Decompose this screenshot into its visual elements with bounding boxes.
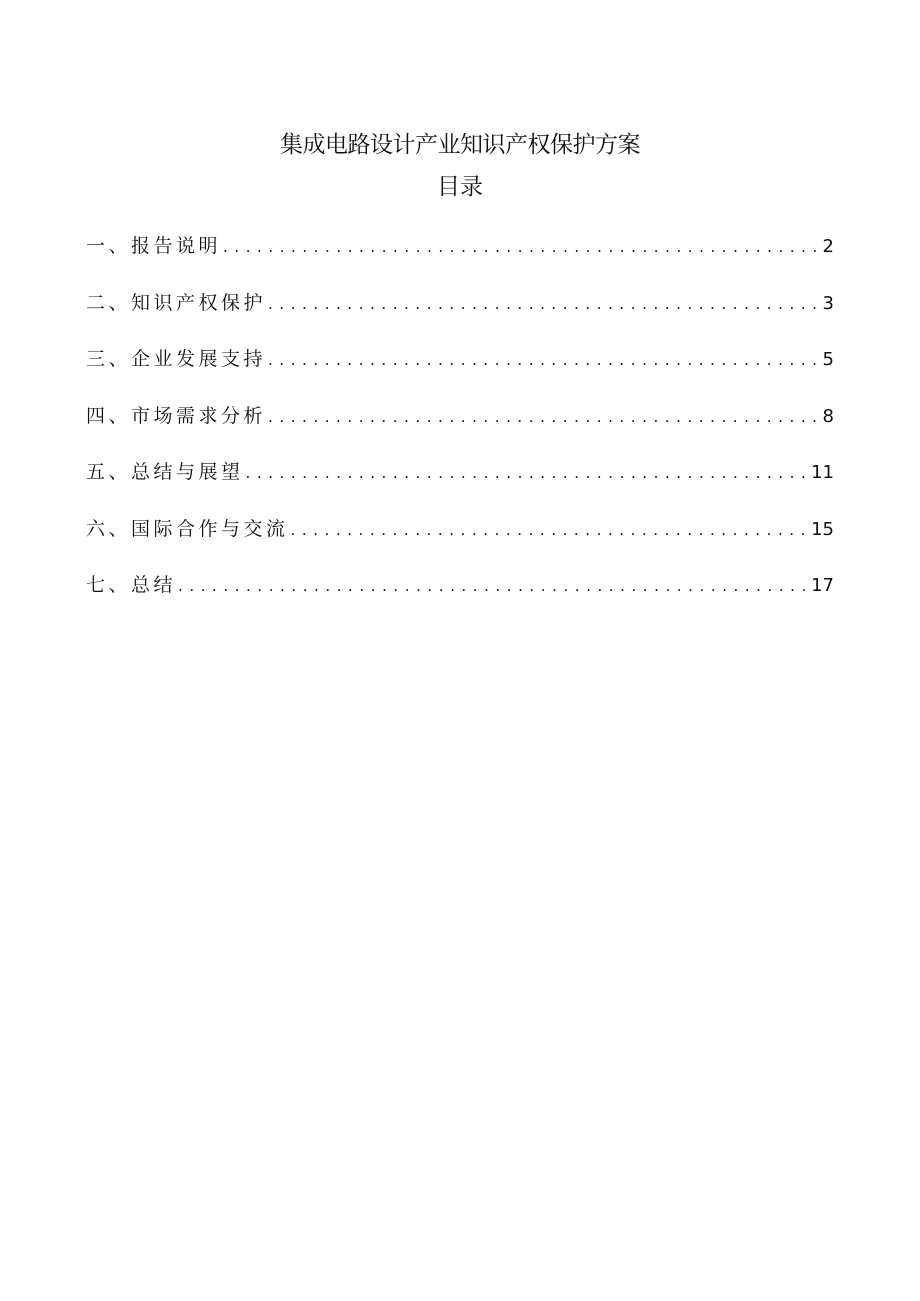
toc-entry-page-number: 15 [811, 518, 834, 540]
toc-entry-page-number: 5 [822, 349, 834, 370]
toc-entry-page-number: 17 [811, 575, 834, 596]
toc-dot-leader [178, 568, 807, 604]
toc-dot-leader [291, 512, 808, 548]
toc-dot-leader [223, 229, 819, 265]
toc-entry-label: 六、国际合作与交流 [86, 517, 289, 540]
toc-entry-6[interactable] [86, 511, 834, 568]
toc-entry-5[interactable] [86, 454, 834, 511]
toc-entry-label: 二、知识产权保护 [86, 291, 267, 314]
toc-dot-leader [246, 455, 808, 491]
toc-heading: 目录 [437, 174, 483, 200]
toc-entry-2[interactable] [86, 285, 834, 342]
toc-entry-page-number: 2 [822, 236, 834, 257]
toc-entry-label: 四、市场需求分析 [86, 404, 267, 427]
toc-entry-label: 三、企业发展支持 [86, 348, 267, 370]
toc-dot-leader [268, 342, 819, 378]
toc-entry-label: 七、总结 [86, 574, 177, 596]
toc-dot-leader [268, 286, 819, 322]
toc-entry-4[interactable] [86, 398, 834, 455]
table-of-contents [86, 228, 834, 624]
toc-entry-label: 五、总结与展望 [86, 461, 244, 483]
toc-entry-3[interactable] [86, 341, 834, 398]
toc-entry-page-number: 3 [822, 292, 834, 314]
toc-entry-1[interactable] [86, 228, 834, 285]
toc-dot-leader [268, 399, 819, 435]
toc-entry-page-number: 11 [811, 462, 834, 483]
toc-entry-label: 一、报告说明 [86, 235, 222, 257]
document-title: 集成电路设计产业知识产权保护方案 [280, 132, 640, 158]
toc-entry-page-number: 8 [822, 405, 834, 427]
toc-entry-7[interactable] [86, 567, 834, 624]
